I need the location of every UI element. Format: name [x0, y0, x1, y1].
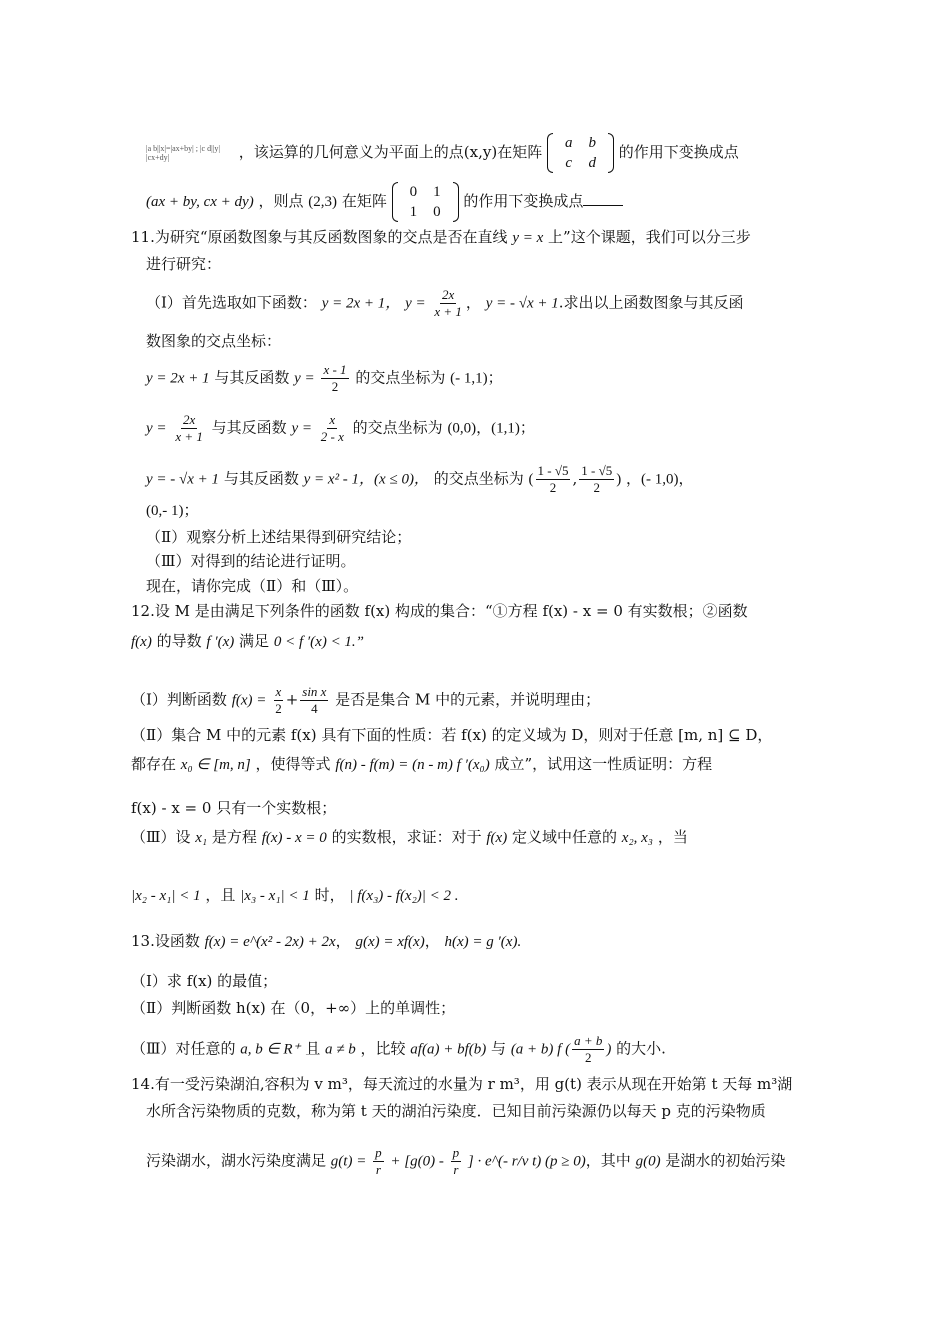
q13-iii-h: (a + b) f ( [510, 1041, 571, 1058]
frac-num: 2x [442, 287, 455, 302]
matrix-cell: 0 [409, 184, 418, 200]
q13-iii-e: ，比较 [360, 1039, 406, 1058]
q13-l1b: f(x) = e^(x² - 2x) + 2x [204, 934, 336, 950]
r2-e: (0,0)，(1,1)； [447, 420, 535, 437]
q11-r2 [146, 412, 535, 445]
q14-line2: 水所含污染物质的克数，称为第 t 天的湖泊污染度．已知目前污染源仍以每天 p 克的污染物质 [146, 1102, 766, 1120]
q12-iii-2 [131, 884, 459, 907]
q12-iii-1 [131, 826, 688, 849]
q10-text2: 的作用下变换成点 [618, 143, 739, 161]
q12-ii-2 [131, 753, 712, 776]
r3-frac1 [536, 463, 571, 496]
frac-num: p [452, 1145, 460, 1160]
q12-i: （Ⅰ）判断函数 f(x) = $\frac{x}{2}$ + $\frac{\text{sin x}}{4}$ 是否是集合 M 中的元素，并说明理由； [131, 684, 601, 716]
q12-l2c: f ′(x) [206, 634, 235, 650]
q14-l3f: ，其中 [585, 1151, 631, 1170]
q10-pt23: (2,3) [308, 194, 338, 210]
q12-iii-2a: |x₂ - x₁| < 1 [131, 888, 201, 904]
frac-den: x + 1 [175, 429, 203, 444]
q12-iii-1e: 的实数根，求证：对于 [331, 828, 482, 846]
frac-num: a + b [574, 1033, 603, 1048]
q14-frac2 [451, 1145, 462, 1178]
matrix-cell: b [588, 135, 596, 151]
q13-iii-f: af(a) + bf(b) [410, 1041, 487, 1058]
r1-c-lhs: y = [294, 370, 315, 387]
q13-l1e: ， [424, 932, 440, 950]
frac-num: x [329, 412, 336, 427]
q12-i-f: f(x) = [231, 692, 267, 709]
q12-iii-1d: f(x) - x = 0 [261, 830, 327, 846]
q12-ii-2c: ，使得等式 [255, 755, 331, 773]
q11-heading [131, 226, 751, 249]
q11-heading-a: 11.为研究“原函数图象与其反函数图象的交点是否在直线 [131, 228, 508, 246]
q11-p1-tail: .求出以上函数图象与其反函 [558, 293, 744, 312]
r2-d: 的交点坐标为 [352, 418, 443, 437]
r3-f: ，(- 1,0)， [626, 471, 694, 488]
matrix-cell: 1 [409, 204, 418, 220]
q12-l2d: 满足 [239, 632, 270, 650]
q13-l1d: g(x) = xf(x) [355, 934, 425, 950]
matrix-cell: 0 [433, 204, 441, 220]
q11-f3: y = - √x + 1 [485, 295, 559, 312]
r3-a: y = - √x + 1 [146, 471, 220, 488]
q12-i-frac1 [273, 684, 284, 717]
q10-text5: 的作用下变换成点 [463, 192, 584, 210]
q12-iii-1f: f(x) [486, 830, 508, 846]
q14-l3h: 是湖水的初始污染 [665, 1151, 786, 1170]
q11-p1-line2: 数图象的交点坐标： [146, 332, 282, 350]
q11-heading-line: y = x [512, 230, 544, 246]
q13-iii-d: a ≠ b [324, 1041, 356, 1058]
q10-point: (ax + by, cx + dy) [146, 194, 254, 210]
q12-l2b: 的导数 [156, 632, 202, 650]
q11-p1: （Ⅰ）首先选取如下函数： y = 2x + 1， y = $\frac{2x}{x + 1}$ ， y = - √x + 1.求出以上函数图象与其反函 [146, 287, 744, 319]
r1-a: y = 2x + 1 [146, 370, 210, 387]
frac-num: 1 - √5 [581, 463, 613, 478]
frac-den: 2 [275, 701, 282, 716]
q12-iii-1i: ，当 [657, 828, 688, 846]
r1-e: (- 1,1)； [450, 370, 503, 387]
r2-b: 与其反函数 [211, 418, 287, 437]
q12-ii-2d: f(n) - f(m) = (n - m) f ′(x₀) [335, 757, 490, 773]
q14-l3c: + [g(0) - [390, 1153, 444, 1170]
q13-ii: （Ⅱ）判断函数 h(x) 在（0，+∞）上的单调性； [131, 999, 456, 1017]
frac-num: 2x [182, 412, 196, 427]
q11-p3: （Ⅲ）对得到的结论进行证明。 [146, 552, 356, 570]
q11-r3: y = - √x + 1 与其反函数 y = x² - 1，(x ≤ 0)， 的交点坐标为 ( $\frac{1 - √5}{2}$ , $\frac{1 - √5}{2}$ ) ，(- 1,0)， [146, 463, 694, 495]
q12-line1: 12.设 M 是由满足下列条件的函数 f(x) 构成的集合：“①方程 f(x) - x = 0 有实数根；②函数 [131, 602, 748, 620]
q14-line1: 14.有一受污染湖泊,容积为 v m³，每天流过的水量为 r m³，用 g(t) 表示从现在开始第 t 天每 m³湖 [131, 1075, 793, 1093]
q13-iii [131, 1033, 666, 1066]
q13-iii-g: 与 [491, 1039, 507, 1058]
q12-i-frac2 [300, 684, 328, 717]
q13-l1a: 13.设函数 [131, 932, 200, 950]
q12-l2e: 0 < f ′(x) < 1.” [273, 634, 365, 650]
q12-ii-1: （Ⅱ）集合 M 中的元素 f(x) 具有下面的性质：若 f(x) 的定义域为 D，则对于任意 [m, n] ⊆ D， [131, 726, 773, 744]
q10-text4: 在矩阵 [341, 192, 387, 210]
q10-line2 [146, 182, 623, 222]
q11-r1 [146, 362, 503, 395]
frac-den: 2 [331, 379, 339, 394]
q11-r3-g: (0,- 1)； [146, 503, 199, 519]
q11-heading-b: 上”这个课题，我们可以分三步 [548, 228, 751, 246]
matrix-abcd [547, 133, 614, 173]
q12-ii-2a: 都存在 [131, 755, 177, 773]
frac-den: r [453, 1162, 459, 1177]
frac-num: 1 - √5 [537, 463, 569, 478]
q11-p4: 现在，请你完成（Ⅱ）和（Ⅲ）。 [146, 577, 359, 595]
q14-line3 [146, 1145, 785, 1178]
q11-p1-label: （Ⅰ）首先选取如下函数： [146, 293, 317, 312]
frac-den: 2 [549, 480, 557, 495]
r2-a-lhs: y = [146, 420, 167, 437]
frac-num: x - 1 [323, 362, 347, 377]
r1-d: 的交点坐标为 [355, 368, 446, 387]
q12-iii-2e: | f(x₃) - f(x₂)| < 2 . [349, 888, 459, 904]
q14-frac1 [373, 1145, 384, 1178]
q13-i: （Ⅰ）求 f(x) 的最值； [131, 972, 278, 990]
q11-heading2: 进行研究： [146, 255, 222, 273]
q13-l1f: h(x) = g ′(x). [444, 934, 522, 950]
q10-text1: ，该运算的几何意义为平面上的点(x,y)在矩阵 [238, 143, 543, 161]
r2-frac1 [173, 412, 205, 445]
q13-iii-j: 的大小. [616, 1039, 666, 1058]
q13-line1 [131, 930, 521, 953]
r3-d: 的交点坐标为 [433, 469, 524, 488]
q12-iii-1g: 定义域中任意的 [511, 828, 617, 846]
q10-line1 [146, 133, 739, 173]
q11-f2-frac [432, 287, 464, 320]
frac-num: x [275, 684, 282, 699]
q14-l3g: g(0) [635, 1153, 661, 1170]
q12-iii-2b: ，且 [205, 886, 236, 904]
frac-den: x + 1 [434, 304, 462, 319]
frac-den: 2 [593, 480, 600, 495]
q11-p2: （Ⅱ）观察分析上述结果得到研究结论； [146, 528, 412, 546]
frac-den: r [375, 1162, 381, 1177]
matrix-cell: a [564, 135, 573, 151]
answer-blank [583, 191, 623, 206]
q12-ii-2e: 成立”，试用这一性质证明：方程 [494, 755, 713, 773]
q12-line2 [131, 630, 364, 653]
q12-iii-1a: （Ⅲ）设 [131, 828, 191, 846]
q12-i-a: （Ⅰ）判断函数 [131, 690, 227, 709]
r3-frac2 [579, 463, 614, 496]
q12-ii-2b: x₀ ∈ [m, n] [180, 757, 251, 773]
r1-frac [321, 362, 348, 395]
q13-iii-a: （Ⅲ）对任意的 [131, 1039, 236, 1058]
r1-b: 与其反函数 [214, 368, 290, 387]
q12-l2a: f(x) [131, 634, 152, 650]
q13-iii-c: 且 [305, 1039, 321, 1058]
frac-num: p [375, 1145, 382, 1160]
matrix-cell: d [588, 155, 596, 171]
q12-iii-1c: 是方程 [211, 828, 257, 846]
q13-frac [572, 1033, 604, 1066]
q12-ii-3: f(x) - x = 0 只有一个实数根； [131, 799, 337, 817]
q14-l3a: 污染湖水，湖水污染度满足 [146, 1151, 327, 1170]
q11-f1: y = 2x + 1， [321, 295, 401, 312]
frac-den: 4 [311, 701, 318, 716]
q12-iii-2d: 时， [314, 886, 345, 904]
q12-iii-2c: |x₃ - x₁| < 1 [240, 888, 310, 904]
matrix-0110 [392, 182, 459, 222]
q13-iii-i: ) [606, 1041, 612, 1058]
matrix-cell: 1 [433, 184, 441, 200]
q13-l1c: ， [335, 932, 351, 950]
tiny-matrix-formula: |a b||x|=|ax+by| ; |c d||y| |cx+dy| [146, 144, 220, 162]
r3-b: 与其反函数 [223, 469, 299, 488]
q14-l3e: ] · e^(- r/v t) (p ≥ 0) [467, 1153, 586, 1170]
q12-iii-1b: x₁ [195, 830, 208, 846]
frac-den: 2 [584, 1050, 592, 1065]
q14-l3b: g(t) = [330, 1153, 367, 1170]
q11-f2-lhs: y = [405, 295, 426, 312]
matrix-cell: c [565, 155, 573, 171]
q10-text3: ，则点 [258, 192, 304, 210]
r2-frac2 [319, 412, 346, 445]
q13-iii-b: a, b ∈ R⁺ [240, 1041, 301, 1058]
q12-iii-1h: x₂, x₃ [621, 830, 654, 846]
frac-den: 2 - x [320, 429, 344, 444]
frac-num: sin x [302, 684, 327, 699]
r2-c-lhs: y = [291, 420, 312, 437]
r3-c: y = x² - 1，(x ≤ 0)， [303, 471, 429, 488]
q12-i-b: 是否是集合 M 中的元素，并说明理由； [335, 690, 601, 709]
